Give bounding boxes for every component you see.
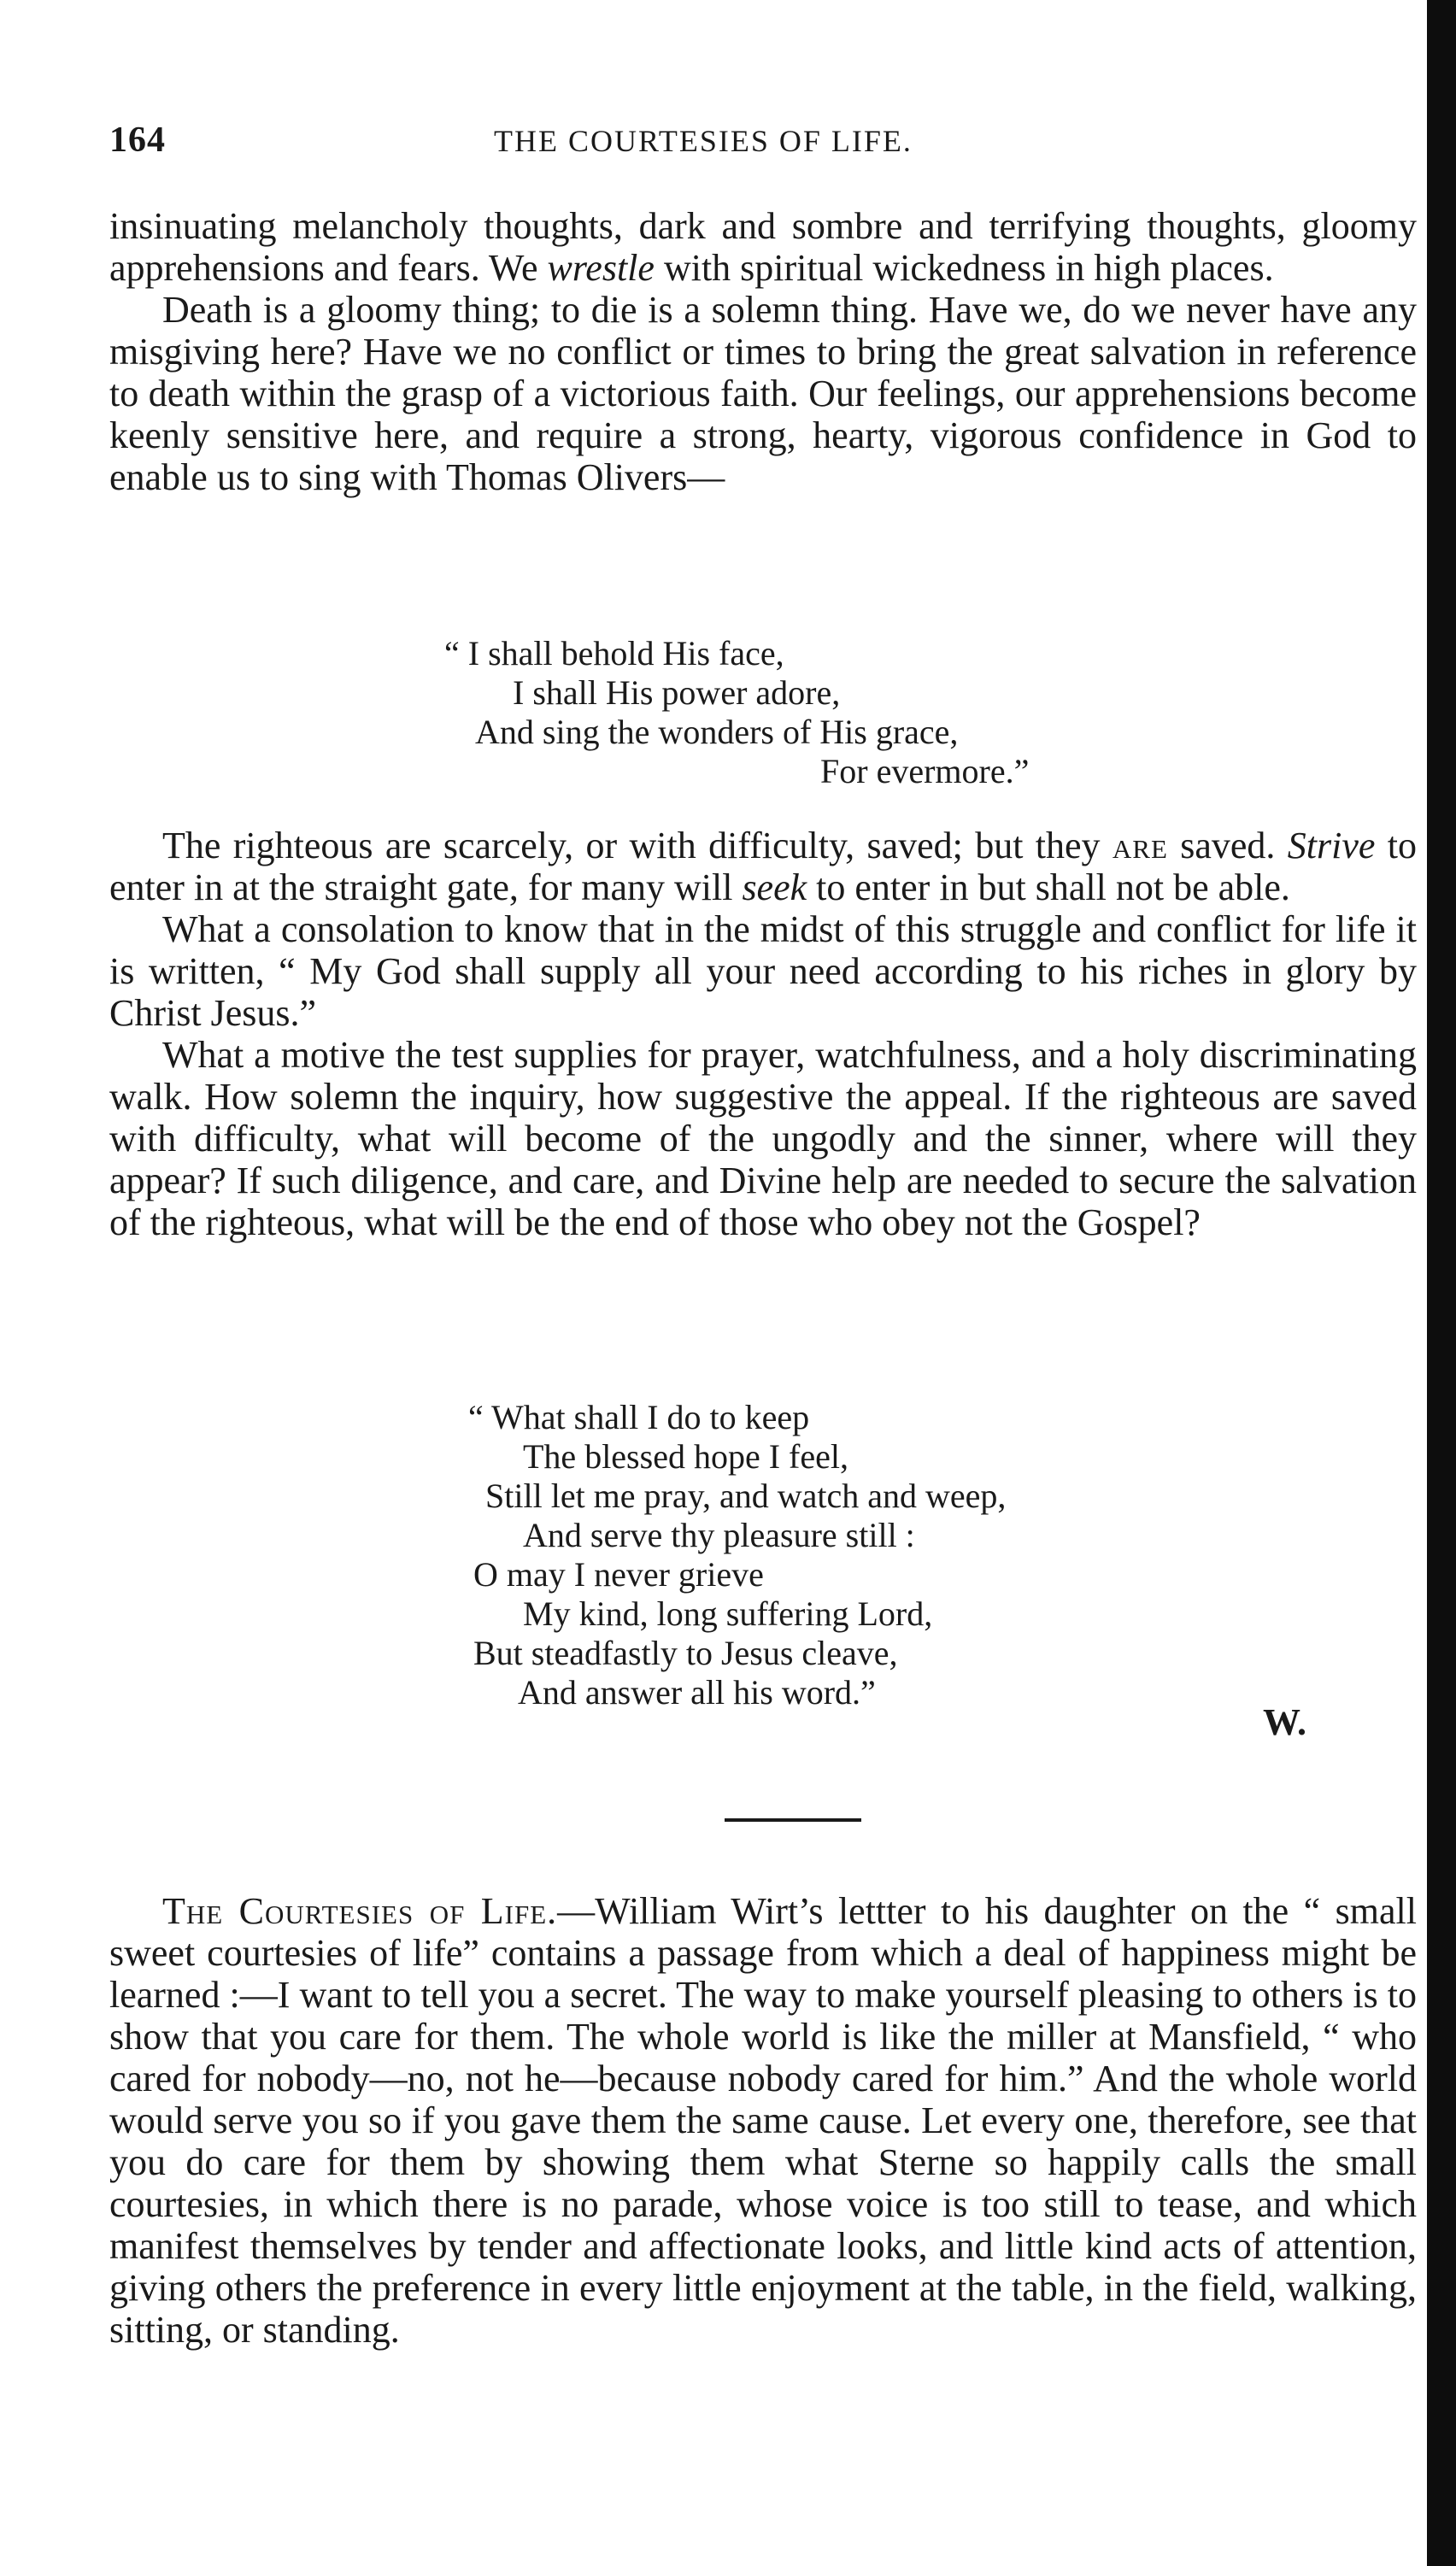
running-head [109, 120, 1340, 171]
hymn-verse-2 [468, 1398, 1006, 1712]
paragraph-righteous: The righteous are scarcely, or with difficulty, saved; but they are saved. Strive to enter in at the straight gate, for many will seek to enter in but shall not be able. [109, 825, 1417, 908]
paragraph-motive: What a motive the test supplies for prayer, watchfulness, and a holy discriminating walk. How solemn the inquiry, how suggestive the appeal. If the righteous are saved with difficulty, what will become of the ungodly and the sinner, where will they appear? If such diligence, and care, and Divine help are needed to secure the salvation of the righteous, what will be the end of those who obey not the Gospel? [109, 1034, 1417, 1243]
verse-line: For evermore.” [820, 752, 1030, 790]
text-block-3 [109, 1890, 1417, 2351]
page-number: 164 [109, 120, 166, 160]
small-caps-are: are [1112, 825, 1168, 866]
verse-line: And answer all his word.” [518, 1673, 876, 1712]
paragraph-death: Death is a gloomy thing; to die is a solemn thing. Have we, do we never have any misgiving here? Have we no conflict or times to bring the great salvation in reference to death within the grasp of a victorious faith. Our feelings, our apprehensions become keenly sensitive here, and require a strong, hearty, vigorous confidence in God to enable us to sing with Thomas Olivers— [109, 289, 1417, 498]
emphasis-strive: Strive [1287, 825, 1376, 866]
running-title: THE COURTESIES OF LIFE. [494, 124, 913, 158]
paragraph-wrestle: insinuating melancholy thoughts, dark and sombre and terrifying thoughts, gloomy apprehensions and fears. We wrestle with spiritual wickedness in high places. [109, 205, 1417, 289]
verse-line: “ What shall I do to keep [468, 1398, 810, 1436]
emphasis-seek: seek [742, 866, 807, 908]
verse-line: O may I never grieve [473, 1555, 764, 1594]
hymn-verse-1 [444, 634, 1029, 791]
binding-edge [1427, 0, 1456, 2566]
section-heading: The Courtesies of Life. [162, 1890, 558, 1932]
verse-line: But steadfastly to Jesus cleave, [473, 1634, 898, 1672]
paragraph-consolation: What a consolation to know that in the midst of this struggle and conflict for life it is written, “ My God shall supply all your need according to his riches in glory by Christ Jesus.” [109, 908, 1417, 1034]
verse-line: And sing the wonders of His grace, [475, 713, 959, 751]
verse-line: My kind, long suffering Lord, [523, 1594, 933, 1633]
verse-line: “ I shall behold His face, [444, 634, 784, 672]
emphasis-wrestle: wrestle [547, 247, 655, 289]
verse-line: Still let me pray, and watch and weep, [485, 1477, 1007, 1515]
paragraph-courtesies: The Courtesies of Life.—William Wirt’s lettter to his daughter on the “ small sweet courtesies of life” contains a passage from which a deal of happiness might be learned :—I want to tell you a secret. The way to make yourself pleasing to others is to show that you care for them. The whole world is like the miller at Mansfield, “ who cared for nobody—no, not he—because nobody cared for him.” And the whole world would serve you so if you gave them the same cause. Let every one, therefore, see that you do care for them by showing them what Sterne so happily calls the small courtesies, in which there is no parade, whose voice is too still to tease, and which manifest themselves by tender and affectionate looks, and little kind acts of attention, giving others the preference in every little enjoyment at the table, in the field, walking, sitting, or standing. [109, 1890, 1417, 2351]
verse-line: The blessed hope I feel, [523, 1437, 848, 1476]
author-signature: W. [1263, 1701, 1306, 1743]
text-block-1 [109, 205, 1417, 498]
verse-line: And serve thy pleasure still : [523, 1516, 915, 1554]
verse-line: I shall His power adore, [513, 673, 841, 712]
text-block-2 [109, 825, 1417, 1243]
section-divider [725, 1818, 861, 1822]
